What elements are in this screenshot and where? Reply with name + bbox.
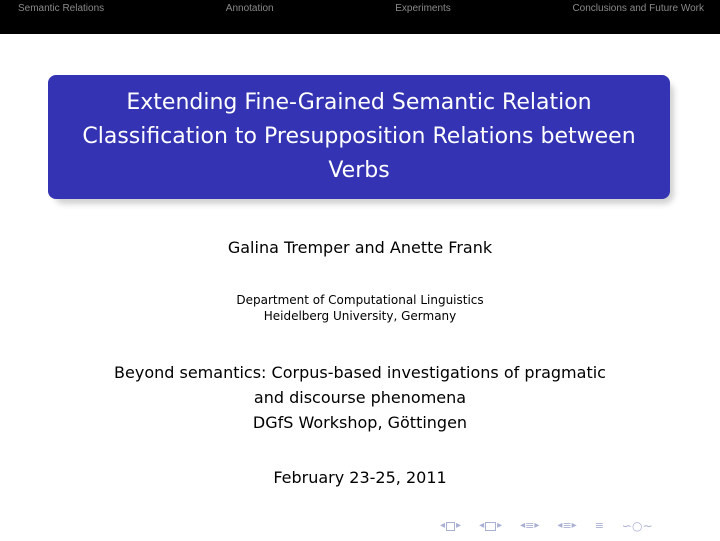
nav-item-semantic-relations[interactable]: Semantic Relations [18, 2, 105, 14]
event-venue: DGfS Workshop, Göttingen [252, 413, 468, 432]
nav-frame-icon[interactable]: ◂ ▸ [440, 520, 462, 531]
navigation-header-bar [0, 0, 720, 34]
affiliation-department: Department of Computational Linguistics [236, 293, 484, 307]
event-title-line2: and discourse phenomena [253, 388, 467, 407]
presentation-date: February 23-25, 2011 [273, 468, 447, 487]
affiliation [0, 292, 720, 324]
nav-item-conclusions[interactable]: Conclusions and Future Work [572, 2, 704, 14]
nav-search-icon[interactable]: ∽ ○ ∼ [621, 519, 653, 533]
title-box [48, 75, 670, 199]
authors: Galina Tremper and Anette Frank [227, 238, 493, 257]
nav-section-icon[interactable]: ◂ ≡ ▸ [520, 519, 540, 532]
nav-item-experiments[interactable]: Experiments [395, 2, 451, 14]
nav-subsection-icon[interactable]: ◂ ▸ [479, 520, 503, 531]
nav-back-icon[interactable]: ≡ [594, 519, 604, 532]
affiliation-university: Heidelberg University, Germany [263, 309, 457, 323]
section-navigation [0, 0, 720, 16]
beamer-navigation-controls [440, 518, 653, 534]
event-info [0, 360, 720, 435]
slide-title: Extending Fine-Grained Semantic Relation Classification to Presupposition Relations between Verbs [82, 90, 636, 183]
nav-presentation-icon[interactable]: ◂ ≡ ▸ [557, 519, 577, 532]
nav-item-annotation[interactable]: Annotation [225, 2, 274, 14]
event-title-line1: Beyond semantics: Corpus-based investigations of pragmatic [114, 363, 606, 382]
